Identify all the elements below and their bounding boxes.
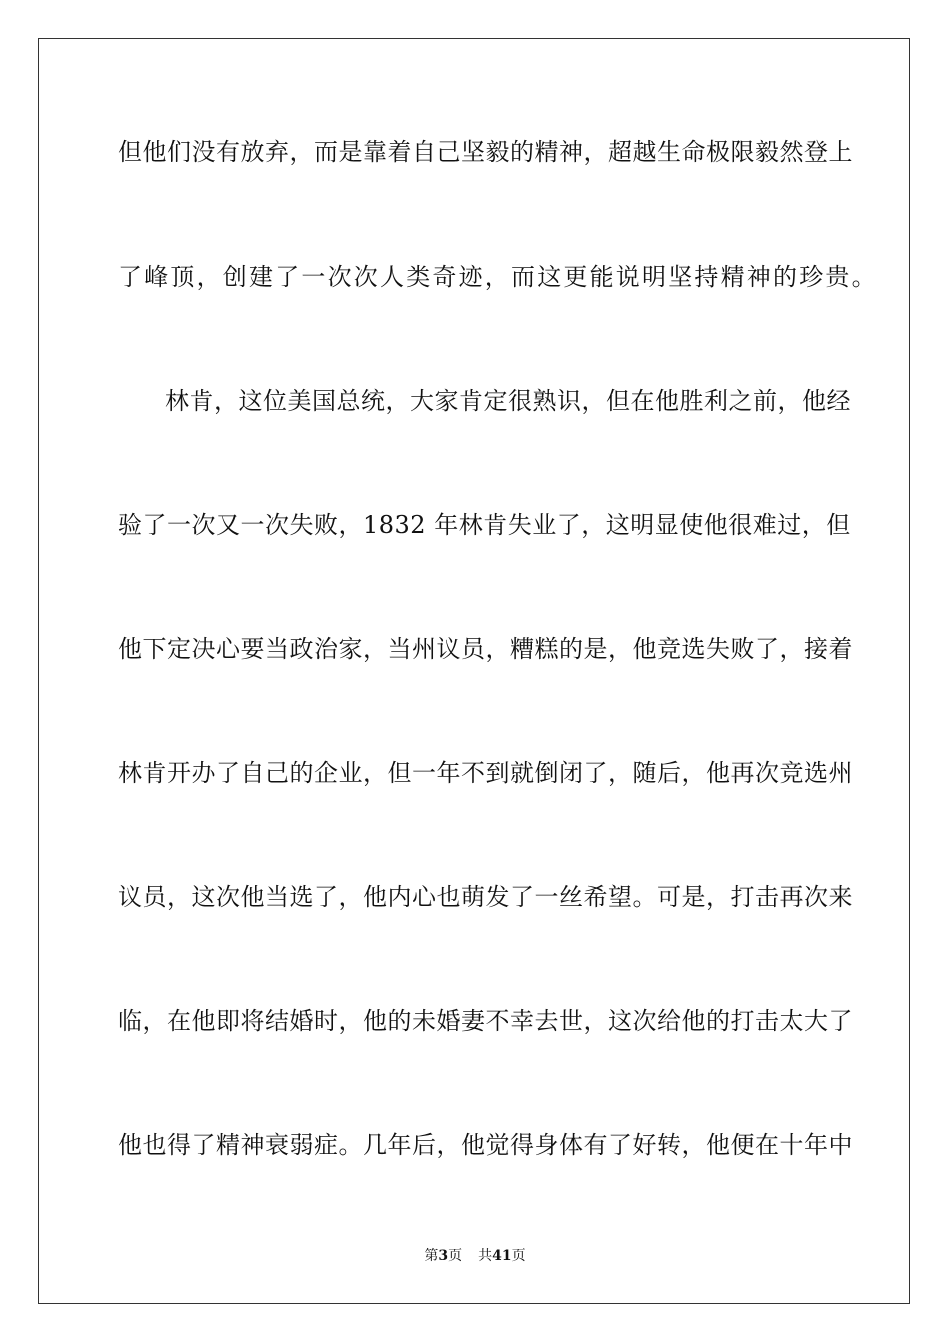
- page-footer: [0, 1247, 950, 1265]
- text-line-1: 但他们没有放弃，而是靠着自己坚毅的精神，超越生命极限毅然登上: [118, 138, 853, 166]
- total-suffix: 页: [511, 1248, 526, 1264]
- text-line-9: 他也得了精神衰弱症。几年后，他觉得身体有了好转，他便在十年中: [118, 1131, 853, 1159]
- text-line-7: 议员，这次他当选了，他内心也萌发了一丝希望。可是，打击再次来: [118, 883, 853, 911]
- text-line-8: 临，在他即将结婚时，他的未婚妻不幸去世，这次给他的打击太大了: [118, 1007, 853, 1035]
- text-line-2: 了峰顶，创建了一次次人类奇迹，而这更能说明坚持精神的珍贵。: [118, 263, 878, 291]
- text-line-4: 验了一次又一次失败，1832 年林肯失业了，这明显使他很难过，但: [118, 511, 851, 539]
- text-line-6: 林肯开办了自己的企业，但一年不到就倒闭了，随后，他再次竞选州: [118, 759, 853, 787]
- page-suffix: 页: [448, 1248, 463, 1264]
- page-number: 3: [438, 1248, 449, 1264]
- total-pages: 41: [492, 1248, 512, 1264]
- page-prefix: 第: [424, 1248, 439, 1264]
- total-prefix: 共: [478, 1248, 493, 1264]
- text-line-3: 林肯，这位美国总统，大家肯定很熟识，但在他胜利之前，他经: [165, 387, 851, 415]
- page-border: [38, 38, 910, 1304]
- text-line-5: 他下定决心要当政治家，当州议员，糟糕的是，他竞选失败了，接着: [118, 635, 853, 663]
